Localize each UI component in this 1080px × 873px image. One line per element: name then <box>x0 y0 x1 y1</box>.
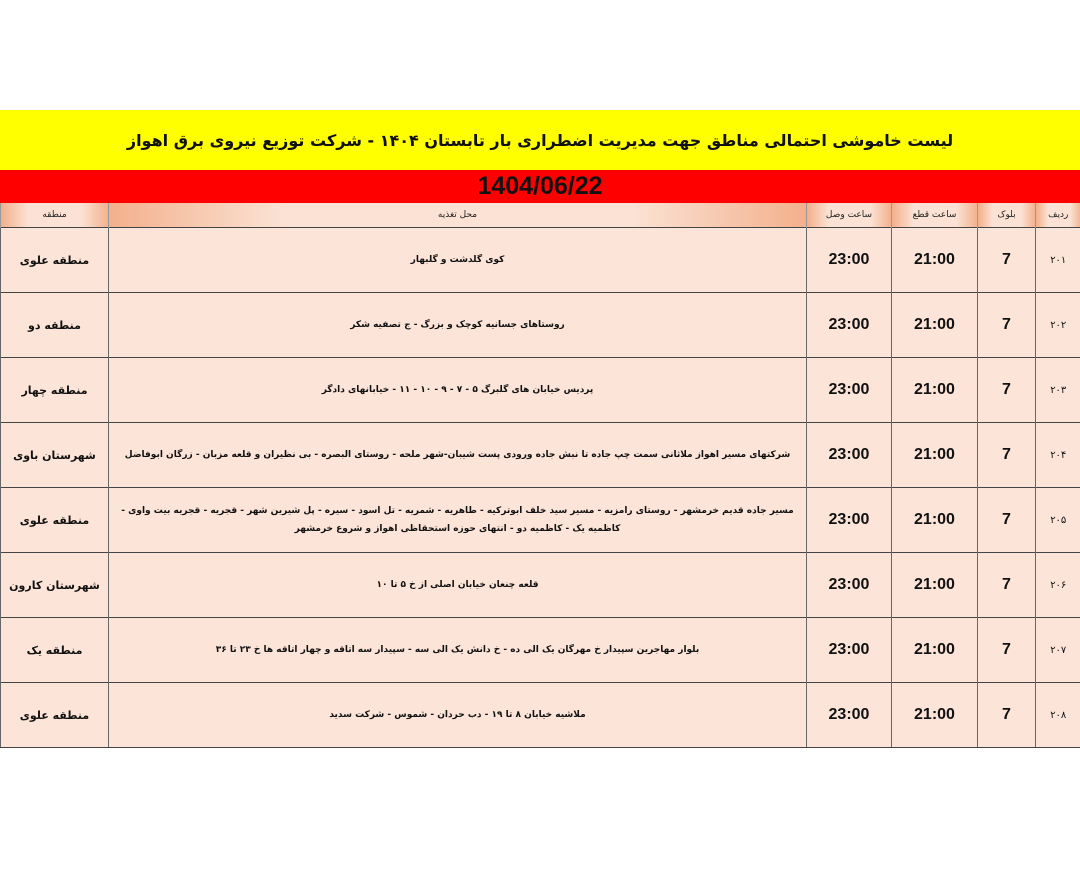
cell-connect-time: 23:00 <box>807 228 892 293</box>
cell-block: 7 <box>978 423 1036 488</box>
cell-row-number: ۲۰۵ <box>1036 488 1080 553</box>
cell-cut-time: 21:00 <box>892 683 978 748</box>
cell-connect-time: 23:00 <box>807 618 892 683</box>
table-row <box>1 618 1080 683</box>
cell-region: شهرستان کارون <box>1 553 109 618</box>
cell-connect-time: 23:00 <box>807 488 892 553</box>
table-row <box>1 553 1080 618</box>
cell-location: پردیس خیابان های گلبرگ ۵ - ۷ - ۹ - ۱۰ - ۱۱ - خیابانهای دادگر <box>109 358 807 423</box>
table-row <box>1 228 1080 293</box>
cell-block: 7 <box>978 553 1036 618</box>
cell-location: قلعه چنعان خیابان اصلی از خ ۵ تا ۱۰ <box>109 553 807 618</box>
date-banner <box>0 170 1080 203</box>
cell-row-number: ۲۰۶ <box>1036 553 1080 618</box>
cell-location: بلوار مهاجرین سپیدار خ مهرگان یک الی ده - خ دانش یک الی سه - سپیدار سه اتاقه و چهار اتاقه ها خ ۲۳ تا ۳۶ <box>109 618 807 683</box>
cell-connect-time: 23:00 <box>807 683 892 748</box>
cell-row-number: ۲۰۳ <box>1036 358 1080 423</box>
cell-cut-time: 21:00 <box>892 488 978 553</box>
cell-connect-time: 23:00 <box>807 423 892 488</box>
cell-region: منطقه علوی <box>1 488 109 553</box>
cell-region: شهرستان باوی <box>1 423 109 488</box>
cell-row-number: ۲۰۷ <box>1036 618 1080 683</box>
outage-table <box>0 203 1080 748</box>
cell-cut-time: 21:00 <box>892 423 978 488</box>
title-banner <box>0 110 1080 170</box>
table-row <box>1 293 1080 358</box>
cell-location: روستاهای جسانیه کوچک و بزرگ - ج تصفیه شکر <box>109 293 807 358</box>
cell-connect-time: 23:00 <box>807 358 892 423</box>
table-row <box>1 683 1080 748</box>
cell-region: منطقه یک <box>1 618 109 683</box>
header-location: محل تغذیه <box>109 203 807 228</box>
cell-connect-time: 23:00 <box>807 553 892 618</box>
table-row <box>1 488 1080 553</box>
cell-block: 7 <box>978 618 1036 683</box>
header-region: منطقه <box>1 203 109 228</box>
cell-region: منطقه علوی <box>1 683 109 748</box>
header-connect-time: ساعت وصل <box>807 203 892 228</box>
cell-region: منطقه دو <box>1 293 109 358</box>
cell-row-number: ۲۰۴ <box>1036 423 1080 488</box>
cell-region: منطقه علوی <box>1 228 109 293</box>
cell-cut-time: 21:00 <box>892 228 978 293</box>
table-row <box>1 423 1080 488</box>
cell-location: ملاشیه خیابان ۸ تا ۱۹ - دب حردان - شموس - شرکت سدید <box>109 683 807 748</box>
cell-location: شرکتهای مسیر اهواز ملاثانی سمت چپ جاده تا نبش جاده ورودی پست شیبان-شهر ملحه - روستای البصره - بی نظیران و قلعه مزبان - زرگان ابوفاضل <box>109 423 807 488</box>
cell-row-number: ۲۰۸ <box>1036 683 1080 748</box>
cell-block: 7 <box>978 228 1036 293</box>
table-row <box>1 358 1080 423</box>
cell-location: مسیر جاده قدیم خرمشهر - روستای رامزیه - مسیر سید خلف ابوترکیه - طاهریه - شمریه - تل اسود - سیره - پل شیرین شهر - قجریه - قجریه بیت واوی - کاظمیه یک - کاظمیه دو - انتهای حوزه استحقاظی اهواز و شروع خرمشهر <box>109 488 807 553</box>
header-block: بلوک <box>978 203 1036 228</box>
cell-cut-time: 21:00 <box>892 293 978 358</box>
cell-block: 7 <box>978 683 1036 748</box>
document-title: لیست خاموشی احتمالی مناطق جهت مدیریت اضطراری بار تابستان ۱۴۰۴ - شرکت توزیع نیروی برق اهواز <box>126 130 954 150</box>
header-cut-time: ساعت قطع <box>892 203 978 228</box>
document-date: 1404/06/22 <box>477 172 603 200</box>
table-header-row <box>1 203 1080 228</box>
cell-region: منطقه چهار <box>1 358 109 423</box>
cell-cut-time: 21:00 <box>892 618 978 683</box>
cell-cut-time: 21:00 <box>892 358 978 423</box>
cell-row-number: ۲۰۲ <box>1036 293 1080 358</box>
cell-block: 7 <box>978 293 1036 358</box>
cell-block: 7 <box>978 488 1036 553</box>
cell-connect-time: 23:00 <box>807 293 892 358</box>
cell-location: کوی گلدشت و گلبهار <box>109 228 807 293</box>
cell-block: 7 <box>978 358 1036 423</box>
header-row-number: ردیف <box>1036 203 1080 228</box>
cell-row-number: ۲۰۱ <box>1036 228 1080 293</box>
cell-cut-time: 21:00 <box>892 553 978 618</box>
